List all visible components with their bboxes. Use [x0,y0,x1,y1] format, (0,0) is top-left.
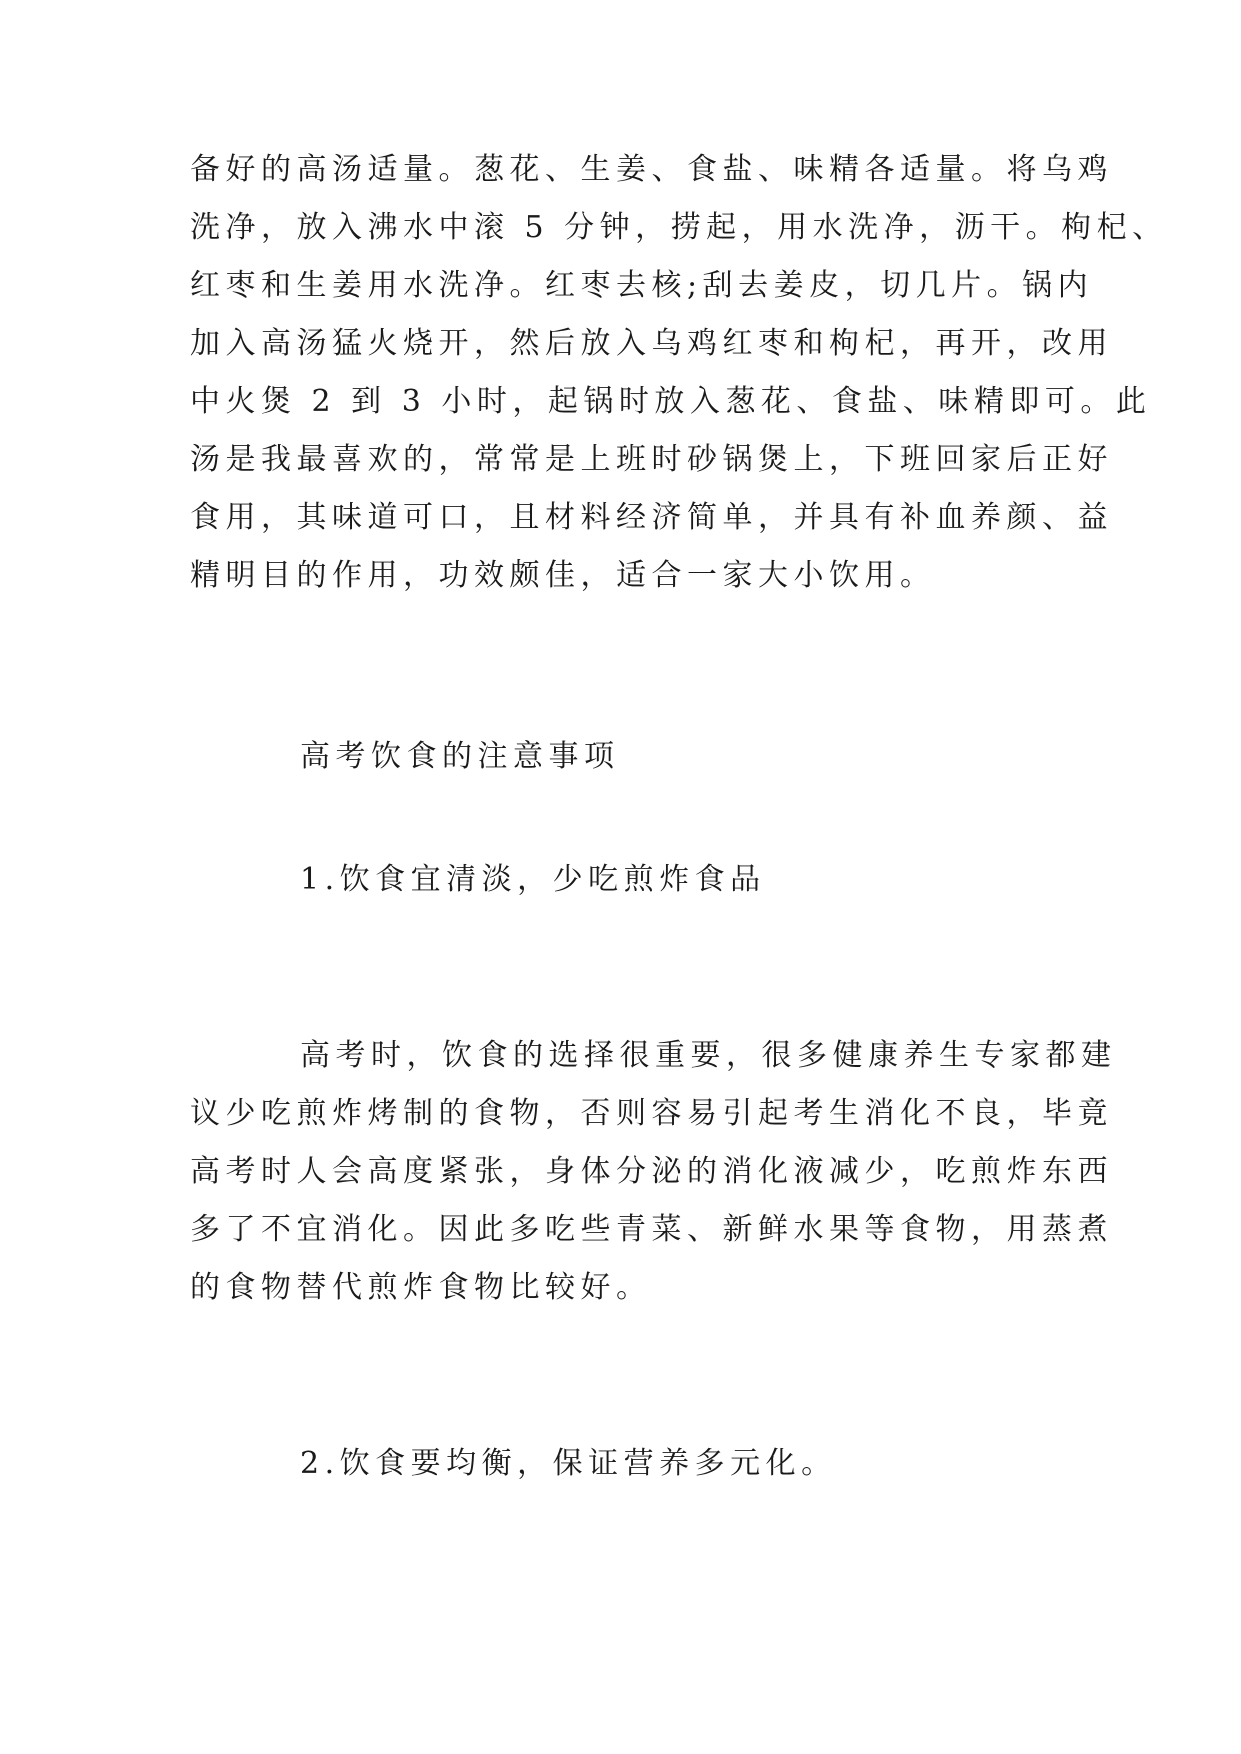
paragraph-1-line-6: 汤是我最喜欢的，常常是上班时砂锅煲上，下班回家后正好 [190,442,1113,477]
paragraph-1-line-1: 备好的高汤适量。葱花、生姜、食盐、味精各适量。将乌鸡 [190,152,1113,187]
section-title: 高考饮食的注意事项 [300,739,620,774]
paragraph-1-line-8: 精明目的作用，功效颇佳，适合一家大小饮用。 [190,558,936,593]
paragraph-1-line-2: 洗净，放入沸水中滚 5 分钟，捞起，用水洗净，沥干。枸杞、 [190,210,1168,245]
paragraph-2-line-3: 高考时人会高度紧张，身体分泌的消化液减少，吃煎炸东西 [190,1154,1113,1189]
paragraph-2-line-1: 高考时，饮食的选择很重要，很多健康养生专家都建 [300,1038,1117,1073]
paragraph-1-line-3: 红枣和生姜用水洗净。红枣去核;刮去姜皮，切几片。锅内 [190,268,1094,303]
paragraph-1-line-5: 中火煲 2 到 3 小时，起锅时放入葱花、食盐、味精即可。此 [190,384,1152,419]
item-1-heading: 1.饮食宜清淡，少吃煎炸食品 [300,862,766,897]
paragraph-2-line-4: 多了不宜消化。因此多吃些青菜、新鲜水果等食物，用蒸煮 [190,1212,1113,1247]
paragraph-2-line-5: 的食物替代煎炸食物比较好。 [190,1270,652,1305]
paragraph-2-line-2: 议少吃煎炸烤制的食物，否则容易引起考生消化不良，毕竟 [190,1096,1113,1131]
item-2-heading: 2.饮食要均衡，保证营养多元化。 [300,1446,837,1481]
paragraph-1-line-4: 加入高汤猛火烧开，然后放入乌鸡红枣和枸杞，再开，改用 [190,326,1113,361]
paragraph-1-line-7: 食用，其味道可口，且材料经济简单，并具有补血养颜、益 [190,500,1113,535]
